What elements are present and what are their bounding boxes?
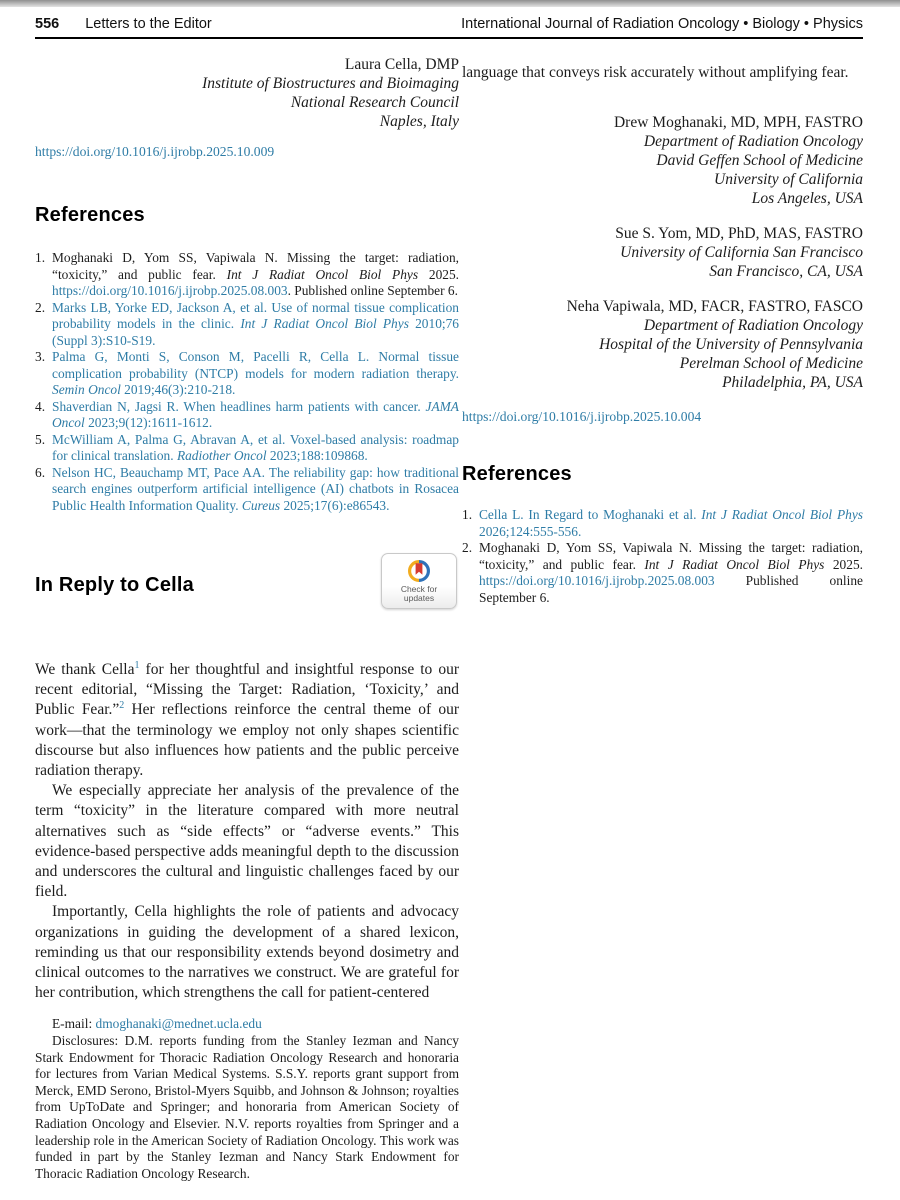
references-heading: References [35,204,145,226]
reference-doi-link[interactable]: https://doi.org/10.1016/j.ijrobp.2025.08.003 [479,573,715,589]
references-heading: References [462,463,572,486]
reference-number: 3. [35,349,46,364]
header-rule [35,37,863,39]
doi-line [462,409,863,425]
reply-body [35,660,459,1003]
footnote-block [35,1016,459,1182]
author-affiliation: University of California San Francisco [620,244,863,262]
reference-doi-link[interactable]: https://doi.org/10.1016/j.ijrobp.2025.08.003 [52,283,288,298]
right-column [462,55,863,606]
journal-name: Semin Oncol [52,382,121,397]
reply-heading-row [35,560,459,616]
left-column [35,55,459,1182]
journal-title: International Journal of Radiation Oncology • Biology • Physics [461,16,863,32]
reference-number: 1. [35,250,46,265]
author-name: Laura Cella, DMP [344,56,459,73]
journal-name: Cureus [241,497,281,513]
journal-name: JAMA Oncol [52,398,459,430]
reference-number: 2. [462,540,473,556]
reference-text: Moghanaki D, Yom SS, Vapiwala N. Missing the target: radiation, “toxicity,” and public fear. [479,540,863,572]
reference-item [35,349,459,399]
author-block-cella [35,55,459,131]
check-for-updates-icon [407,559,431,583]
author-affiliation: Department of Radiation Oncology [643,133,863,151]
reference-number: 4. [35,398,46,414]
reference-item [462,507,863,540]
author-block-vapiwala [462,297,863,392]
reference-text: Moghanaki D, Yom SS, Vapiwala N. Missing the target: radiation, “toxicity,” and public fear. [52,250,459,282]
reference-text: Published online September 6. [479,573,863,605]
author-affiliation: Department of Radiation Oncology [643,317,863,335]
author-affiliation: University of California [714,171,863,189]
author-affiliation: Naples, Italy [379,113,459,130]
author-affiliation: Institute of Biostructures and Bioimaging [202,75,459,92]
reference-link[interactable]: Shaverdian N, Jagsi R. When headlines harm patients with cancer. JAMA Oncol 2023;9(12):1611-1612. [52,398,459,430]
citation-superscript[interactable]: 2 [119,700,125,712]
doi-line [35,144,459,160]
author-name: Sue S. Yom, MD, PhD, MAS, FASTRO [615,225,863,243]
author-affiliation: Hospital of the University of Pennsylvania [599,336,863,354]
reference-link[interactable]: Nelson HC, Beauchamp MT, Pace AA. The reliability gap: how traditional search engines outperform artificial intelligence (AI) chatbots in Rosacea Public Health Information Quality. Cureus 2025;17(6):e86543. [52,464,459,513]
reference-number: 1. [462,507,473,523]
reference-list [35,250,459,514]
author-affiliation: National Research Council [290,94,459,111]
citation-superscript[interactable]: 1 [134,659,140,671]
reference-text: 2025. [418,266,459,282]
author-name: Neha Vapiwala, MD, FACR, FASTRO, FASCO [566,298,863,316]
doi-link[interactable]: https://doi.org/10.1016/j.ijrobp.2025.10.004 [462,409,702,425]
reference-link[interactable]: Marks LB, Yorke ED, Jackson A, et al. Use of normal tissue complication probability models in the clinic. Int J Radiat Oncol Biol Phys 2010;76 (Suppl 3):S10-S19. [52,299,459,348]
doi-link[interactable]: https://doi.org/10.1016/j.ijrobp.2025.10.009 [35,144,275,159]
author-name: Drew Moghanaki, MD, MPH, FASTRO [613,114,863,132]
paragraph: Importantly, Cella highlights the role of patients and advocacy organizations in guiding the development of a shared lexicon, reminding us that our responsibility extends beyond dosimetry and clinical outcomes to the narratives we construct. We are grateful for her contribution, which strengthens the call for patient-centered [35,903,459,1002]
author-affiliation: David Geffen School of Medicine [656,152,863,170]
reply-heading: In Reply to Cella [35,574,194,596]
reference-number: 2. [35,299,46,315]
disclosures-text: Disclosures: D.M. reports funding from the Stanley Iezman and Nancy Stark Endowment for Thoracic Radiation Oncology Research and honoraria for lectures from Varian Medical Systems. S.S.Y. reports grant support from Merck, EMD Serono, Bristol-Myers Squibb, and Johnson & Johnson; royalties from UpToDate and Springer; and honoraria from American Society of Radiation Oncology and Elsevier. N.V. reports royalties from Springer and a leadership role in the American Society of Radiation Oncology. This work was funded in part by the Stanley Iezman and Nancy Stark Endowment for Thoracic Radiation Oncology Research. [35,1033,459,1181]
paragraph: We especially appreciate her analysis of the prevalence of the term “toxicity” in the literature compared with more neutral alternatives such as “side effects” or “adverse events.” This evidence-based perspective adds meaningful depth to the discussion and underscores the cultural and linguistic challenges faced by our field. [35,782,459,901]
author-affiliation: San Francisco, CA, USA [709,263,863,281]
reference-text: . Published online September 6. [287,283,458,298]
reference-item [35,300,459,350]
page-number: 556 [35,16,60,32]
scan-top-edge [0,0,900,7]
reference-item [35,250,459,300]
journal-name: Radiother Oncol [176,448,267,463]
paragraph: We thank Cella$^1$ for her thoughtful and insightful response to our recent editorial, “Missing the Target: Radiation, ‘Toxicity,’ and Public Fear.”$^2$ Her reflections reinforce the central theme of our work—that the terminology we employ not only shapes scientific discourse but also influences how patients and the public perceive radiation therapy. [35,659,459,780]
email-line: E-mail: dmoghanaki@mednet.ucla.edu [52,1016,262,1032]
check-for-updates-label: Check for updates [400,583,438,603]
reference-item [462,540,863,606]
reference-item [35,465,459,515]
journal-name: Int J Radiat Oncol Biol Phys [701,507,863,523]
reference-text: 2025. [824,556,863,572]
reference-list [462,507,863,606]
check-for-updates-badge[interactable] [381,553,457,609]
author-affiliation: Philadelphia, PA, USA [722,374,863,392]
author-block-moghanaki [462,113,863,208]
running-head [35,16,863,32]
author-affiliation: Los Angeles, USA [751,190,863,208]
reference-item [35,432,459,465]
reference-link[interactable]: McWilliam A, Palma G, Abravan A, et al. Voxel-based analysis: roadmap for clinical translation. Radiother Oncol 2023;188:109868. [52,431,459,463]
reference-number: 5. [35,431,46,447]
section-title: Letters to the Editor [85,16,212,32]
reference-number: 6. [35,464,46,480]
email-link[interactable]: dmoghanaki@mednet.ucla.edu [95,1016,262,1032]
reference-link[interactable]: Palma G, Monti S, Conson M, Pacelli R, Cella L. Normal tissue complication probability (NTCP) models for modern radiation therapy. Semin Oncol 2019;46(3):210-218. [52,349,459,397]
reference-link[interactable]: Cella L. In Regard to Moghanaki et al. Int J Radiat Oncol Biol Phys 2026;124:555-556. [479,507,863,539]
author-affiliation: Perelman School of Medicine [679,355,863,373]
continuation-paragraph: language that conveys risk accurately without amplifying fear. [462,64,849,81]
journal-name: Int J Radiat Oncol Biol Phys [240,316,409,331]
author-block-yom [462,224,863,281]
journal-name: Int J Radiat Oncol Biol Phys [226,266,419,282]
journal-name: Int J Radiat Oncol Biol Phys [644,556,825,572]
reference-item [35,399,459,432]
